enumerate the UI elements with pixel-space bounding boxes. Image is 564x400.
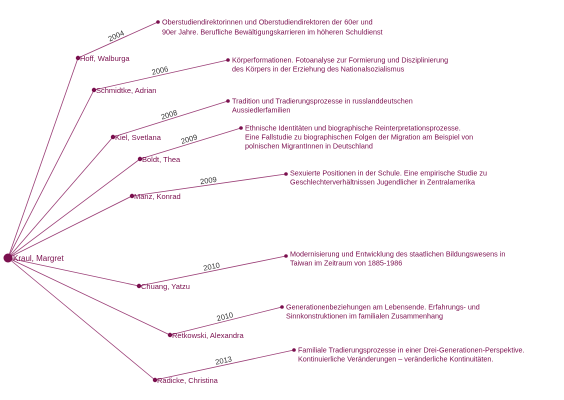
student-name[interactable]: Manz, Konrad xyxy=(134,192,181,201)
year-label: 2013 xyxy=(214,354,233,367)
thesis-node[interactable] xyxy=(226,99,230,103)
thesis-title-line: Sinnkonstruktionen im familialen Zusammenhang xyxy=(286,311,444,321)
thesis-node[interactable] xyxy=(284,172,288,176)
student-name[interactable]: Hoff, Walburga xyxy=(80,54,130,63)
edge-student-thesis xyxy=(78,22,158,58)
thesis-title-line: 90er Jahre. Berufliche Bewältigungskarrieren im höheren Schuldienst xyxy=(162,27,383,37)
student-name[interactable]: Schmidtke, Adrian xyxy=(96,86,157,95)
thesis-node[interactable] xyxy=(239,126,243,130)
thesis-node[interactable] xyxy=(156,20,160,24)
thesis-title-line: Oberstudiendirektorinnen und Oberstudiendirektoren der 60er und xyxy=(162,17,373,27)
thesis-title-line: Geschlechterverhältnissen Jugendlicher in Zentralamerika xyxy=(290,177,475,187)
year-label: 2009 xyxy=(179,132,199,146)
thesis-title-line: Aussiedlerfamilien xyxy=(232,105,291,115)
edge-student-thesis xyxy=(113,101,228,137)
thesis-node[interactable] xyxy=(292,348,296,352)
thesis-node[interactable] xyxy=(284,254,288,258)
year-label: 2009 xyxy=(199,174,218,187)
year-label: 2010 xyxy=(202,260,221,273)
year-label: 2010 xyxy=(215,310,235,324)
thesis-node[interactable] xyxy=(280,305,284,309)
thesis-title-line: Generationenbeziehungen am Lebensende. Erfahrungs- und xyxy=(286,302,480,312)
edge-root-student xyxy=(8,258,155,380)
root-node[interactable] xyxy=(4,254,13,263)
thesis-node[interactable] xyxy=(226,58,230,62)
thesis-title-line: Modernisierung und Entwicklung des staatlichen Bildungswesens in xyxy=(290,249,506,259)
student-name[interactable]: Kiel, Svetlana xyxy=(115,133,161,142)
thesis-title-line: polnischen MigrantInnen in Deutschland xyxy=(245,141,373,151)
thesis-title-line: Familiale Tradierungsprozesse in einer Drei-Generationen-Perspektive. xyxy=(298,345,525,355)
year-label: 2008 xyxy=(159,107,179,122)
student-name[interactable]: Retkowski, Alexandra xyxy=(172,331,244,340)
student-name[interactable]: Chuang, Yatzu xyxy=(141,282,190,291)
year-label: 2006 xyxy=(150,64,170,77)
student-name[interactable]: Radicke, Christina xyxy=(157,376,218,385)
thesis-title-line: Taiwan im Zeitraum von 1885-1986 xyxy=(290,258,403,268)
thesis-title-line: Sexuierte Positionen in der Schule. Eine empirische Studie zu xyxy=(290,168,487,178)
thesis-title-line: Ethnische Identitäten und biographische Reinterpretationsprozesse. xyxy=(245,123,461,133)
student-name[interactable]: Boldt, Thea xyxy=(142,155,181,164)
thesis-title-line: Kontinuierliche Veränderungen – veränderliche Kontinuitäten. xyxy=(298,354,494,364)
edge-root-student xyxy=(8,159,140,258)
root-name[interactable]: Kraul, Margret xyxy=(13,254,64,263)
thesis-title-line: Körperformationen. Fotoanalyse zur Formierung und Disziplinierung xyxy=(232,55,449,65)
thesis-title-line: des Körpers in der Erziehung des Nationalsozialismus xyxy=(232,64,405,74)
thesis-title-line: Tradition und Tradierungsprozesse in russlanddeutschen xyxy=(232,96,413,106)
year-label: 2004 xyxy=(106,28,126,44)
edge-root-student xyxy=(8,258,170,335)
thesis-title-line: Eine Fallstudie zu biographischen Folgen der Migration am Beispiel von xyxy=(245,132,474,142)
